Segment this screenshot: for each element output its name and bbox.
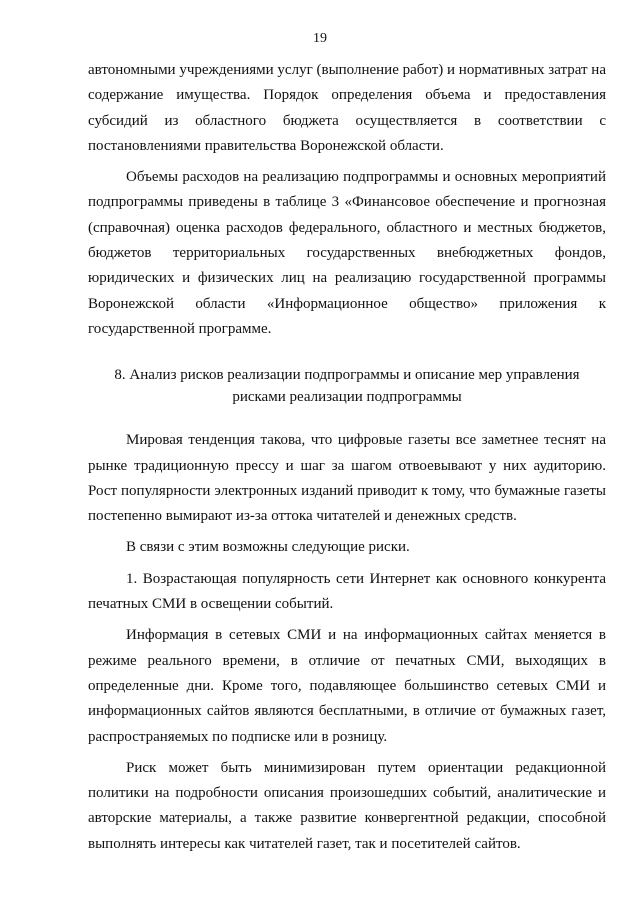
paragraph-trend: Мировая тенденция такова, что цифровые газеты все заметнее теснят на рынке традиционную прессу и шаг за шагом отвоевывают у них аудиторию. Рост популярности электронных изданий приводит к тому, что бумажные газеты постепенно вымирают из-за оттока читателей и денежных средств. [88, 432, 606, 525]
paragraph-continuation: автономными учреждениями услуг (выполнение работ) и нормативных затрат на содержание имущества. Порядок определения объема и предоставления субсидий из областного бюджета осуществляется в соответствии с постановлениями правительства Воронежской области. [88, 62, 606, 154]
page-number: 19 [313, 31, 327, 46]
paragraph-risks-intro: В связи с этим возможны следующие риски. [126, 539, 410, 556]
paragraph-mitigation: Риск может быть минимизирован путем ориентации редакционной политики на подробности описания произошедших событий, аналитические и авторские материалы, а также развитие конвергентной редакции, способной выполнять интересы как читателей газет, так и посетителей сайтов. [88, 759, 606, 852]
paragraph-expenses: Объемы расходов на реализацию подпрограммы и основных мероприятий подпрограммы приведены в таблице 3 «Финансовое обеспечение и прогнозная (справочная) оценка расходов федерального, областного и местных бюджетов, бюджетов территориальных государственных внебюджетных фондов, юридических и физических лиц на реализацию государственной программы Воронежской области «Информационное общество» приложения к государственной программе. [88, 169, 606, 337]
section-heading-line-1: 8. Анализ рисков реализации подпрограммы и описание мер управления [114, 367, 580, 384]
section-heading [88, 364, 606, 408]
paragraph-online-media: Информация в сетевых СМИ и на информационных сайтах меняется в режиме реального времени, в отличие от печатных СМИ, выходящих в определенные дни. Кроме того, подавляющее большинство сетевых СМИ и информационных сайтов являются бесплатными, в отличие от бумажных газет, распространяемых по подписке или в розницу. [88, 627, 606, 745]
document-body [88, 58, 606, 857]
section-heading-line-2: рисками реализации подпрограммы [232, 389, 462, 406]
paragraph-risk-1: 1. Возрастающая популярность сети Интернет как основного конкурента печатных СМИ в освещении событий. [88, 570, 606, 613]
